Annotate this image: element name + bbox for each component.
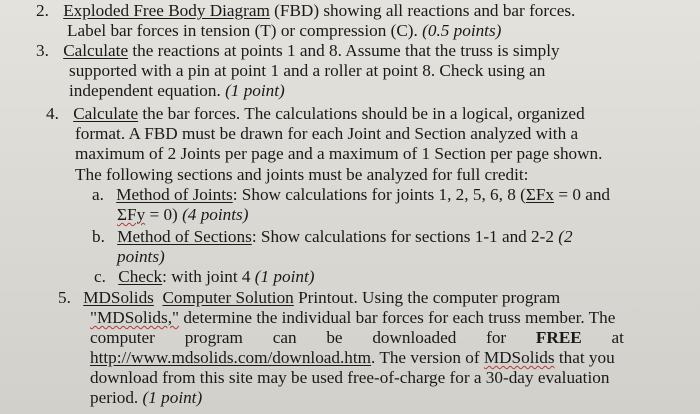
item-2-title: Exploded Free Body Diagram bbox=[63, 1, 270, 20]
item-4a-points: (4 points) bbox=[182, 205, 249, 224]
item-5-number: 5. bbox=[58, 288, 71, 307]
item-3-line-3 bbox=[69, 81, 285, 101]
item-5-text-6: period. bbox=[90, 388, 143, 407]
word-downloaded: downloaded bbox=[372, 328, 457, 347]
item-2-text: (FBD) showing all reactions and bar forces. bbox=[269, 1, 576, 20]
item-4a-text-2: = 0 and bbox=[554, 185, 611, 204]
item-4c-points: (1 point) bbox=[254, 267, 315, 286]
item-5-text-4: . The version of bbox=[371, 348, 484, 367]
item-4c-line-1 bbox=[94, 267, 314, 287]
item-5-mdsolids: MDSolids bbox=[483, 348, 555, 367]
item-2-label-word: Label bbox=[67, 21, 107, 40]
item-5-line-3 bbox=[90, 328, 624, 348]
word-computer: computer bbox=[90, 328, 155, 347]
item-3-text: the reactions at points 1 and 8. Assume that the truss is simply bbox=[128, 41, 560, 60]
item-2-line-1 bbox=[36, 1, 575, 21]
item-5-quoted-name: "MDSolids," bbox=[90, 308, 180, 327]
item-3-title: Calculate bbox=[63, 41, 129, 60]
item-4b-letter: b. bbox=[92, 227, 105, 246]
item-4b-points-1: (2 bbox=[558, 227, 573, 246]
item-5-points: (1 point) bbox=[142, 388, 203, 407]
item-4a-sum-fy: ΣFy bbox=[117, 205, 146, 224]
item-4a-sum-fx: ΣFx bbox=[525, 185, 555, 204]
item-3-text-3: independent equation. bbox=[69, 81, 226, 100]
item-4-text: the bar forces. The calculations should be in a logical, organized bbox=[138, 104, 585, 123]
item-4-line-2: format. A FBD must be drawn for each Joint and Section analyzed with a bbox=[75, 124, 579, 143]
word-program: program bbox=[184, 328, 243, 347]
word-at: at bbox=[611, 328, 624, 347]
item-2-points: (0.5 points) bbox=[422, 21, 502, 40]
item-4-line-3: maximum of 2 Joints per page and a maximum of 1 Section per page shown. bbox=[75, 144, 603, 163]
item-4b-line-1 bbox=[92, 227, 652, 247]
item-4b-title: Method of Sections bbox=[117, 227, 252, 246]
item-4a-text-3: = 0) bbox=[145, 205, 183, 224]
item-3-points: (1 point) bbox=[225, 81, 285, 100]
word-for: for bbox=[486, 328, 507, 347]
item-5-title-1: MDSolids bbox=[83, 288, 154, 307]
item-4a-title: Method of Joints bbox=[116, 185, 233, 204]
item-3-line-2: supported with a pin at point 1 and a roller at point 8. Check using an bbox=[69, 61, 546, 80]
item-4a-line-1 bbox=[92, 185, 610, 205]
item-4a-letter: a. bbox=[92, 185, 104, 204]
item-4-number: 4. bbox=[46, 104, 59, 123]
item-5-text-5: that you bbox=[554, 348, 615, 367]
item-4b-line-2: points) bbox=[117, 247, 165, 266]
item-4c-letter: c. bbox=[94, 267, 106, 286]
item-2-number: 2. bbox=[36, 1, 49, 20]
item-5-text: Printout. Using the computer program bbox=[293, 288, 561, 307]
word-can: can bbox=[272, 328, 297, 347]
item-5-line-1 bbox=[58, 288, 560, 308]
item-4a-line-2 bbox=[117, 205, 248, 225]
item-4a-text: : Show calculations for joints 1, 2, 5, 6, 8 ( bbox=[232, 185, 526, 204]
item-4-title: Calculate bbox=[73, 104, 139, 123]
item-4b-text: : Show calculations for sections 1-1 and 2-2 bbox=[251, 227, 559, 246]
item-5-title-2: Computer Solution bbox=[162, 288, 294, 307]
item-4-line-4: The following sections and joints must be analyzed for full credit: bbox=[75, 165, 529, 184]
item-3-line-1 bbox=[36, 41, 560, 61]
item-5-line-4 bbox=[90, 348, 615, 368]
item-5-line-5: download from this site may be used free-of-charge for a 30-day evaluation bbox=[90, 368, 610, 387]
item-5-line-2 bbox=[90, 308, 615, 328]
item-4-line-1 bbox=[46, 104, 585, 124]
item-3-number: 3. bbox=[36, 41, 49, 60]
download-link[interactable]: http://www.mdsolids.com/download.htm bbox=[90, 348, 372, 367]
item-5-text-2: determine the individual bar forces for each truss member. The bbox=[179, 308, 616, 327]
item-5-line-6 bbox=[90, 388, 202, 408]
item-2-line-2 bbox=[67, 21, 501, 41]
item-4c-text: : with joint 4 bbox=[162, 267, 255, 286]
word-free: FREE bbox=[535, 328, 582, 347]
word-be: be bbox=[326, 328, 343, 347]
item-2-text-2: bar forces in tension (T) or compression (C). bbox=[106, 21, 423, 40]
item-4c-title: Check bbox=[118, 267, 163, 286]
